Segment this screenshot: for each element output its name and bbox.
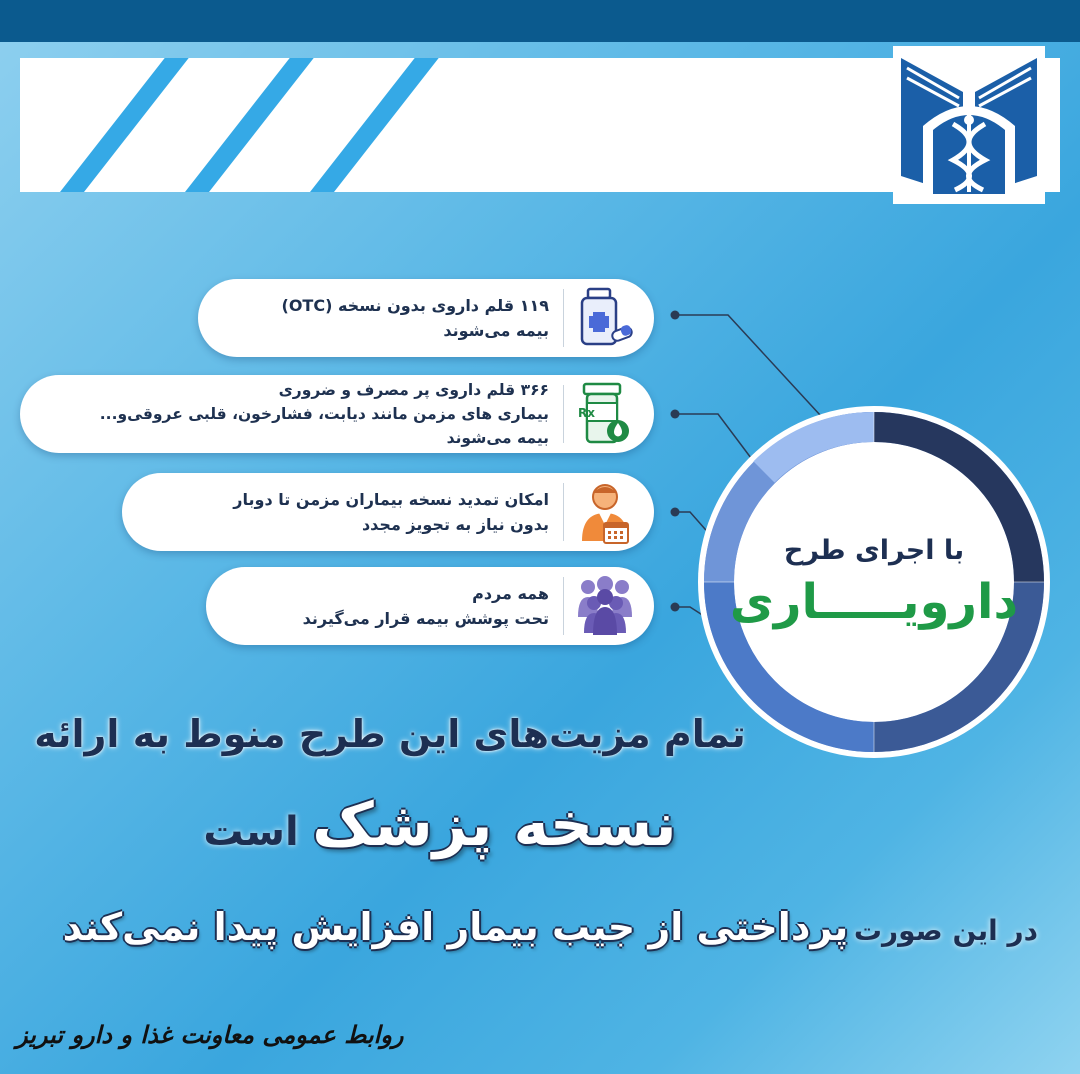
card-line: همه مردم — [472, 584, 549, 603]
benefit-card-chronic — [20, 375, 654, 453]
top-bar — [0, 0, 1080, 42]
message-prefix: در این صورت — [853, 914, 1038, 947]
card-line: بدون نیاز به تجویز مجدد — [361, 515, 549, 534]
footer-credit: روابط عمومی معاونت غذا و دارو تبریز — [16, 1020, 404, 1049]
card-text — [40, 375, 549, 453]
card-line: ۱۱۹ قلم داروی بدون نسخه (OTC) — [281, 296, 549, 315]
banner-stripe — [40, 58, 205, 192]
circle-title: دارویـــــاری — [729, 573, 1019, 630]
message-line-1: تمام مزیت‌های این طرح منوط به ارائه — [34, 712, 746, 756]
card-divider — [563, 483, 564, 541]
doctor-calendar-icon — [574, 479, 636, 545]
medicine-bottle-icon — [574, 285, 636, 351]
card-line: بیماری های مزمن مانند دیابت، فشارخون، قلبی عروقی‌و... — [99, 405, 549, 423]
message-line-3 — [0, 905, 1080, 949]
card-line: بیمه می‌شوند — [446, 429, 549, 447]
prescription-bottle-icon — [574, 381, 636, 447]
card-line: تحت پوشش بیمه قرار می‌گیرند — [302, 609, 549, 628]
message-line-2 — [0, 790, 1080, 860]
svg-text:Rx: Rx — [578, 406, 595, 420]
message-highlight-payment: پرداختی از جیب بیمار افزایش پیدا نمی‌کند — [62, 905, 849, 949]
people-group-icon — [574, 573, 636, 639]
card-line: بیمه می‌شوند — [443, 321, 549, 340]
benefit-card-renewal — [122, 473, 654, 551]
message-suffix: است — [203, 809, 299, 855]
card-line: ۳۶۶ قلم داروی پر مصرف و ضروری — [278, 381, 549, 399]
circle-label — [728, 436, 1020, 728]
banner-stripe — [165, 58, 330, 192]
circle-subtitle: با اجرای طرح — [783, 534, 965, 566]
card-text — [226, 567, 549, 645]
benefit-card-coverage — [206, 567, 654, 645]
card-divider — [563, 289, 564, 347]
card-line: امکان تمدید نسخه بیماران مزمن تا دوبار — [233, 490, 549, 509]
card-divider — [563, 385, 564, 443]
card-divider — [563, 577, 564, 635]
message-highlight-prescription: نسخه پزشک — [312, 790, 677, 860]
card-text — [142, 473, 549, 551]
university-logo — [893, 46, 1045, 204]
card-text — [218, 279, 549, 357]
benefit-card-otc — [198, 279, 654, 357]
banner-stripe — [290, 58, 455, 192]
